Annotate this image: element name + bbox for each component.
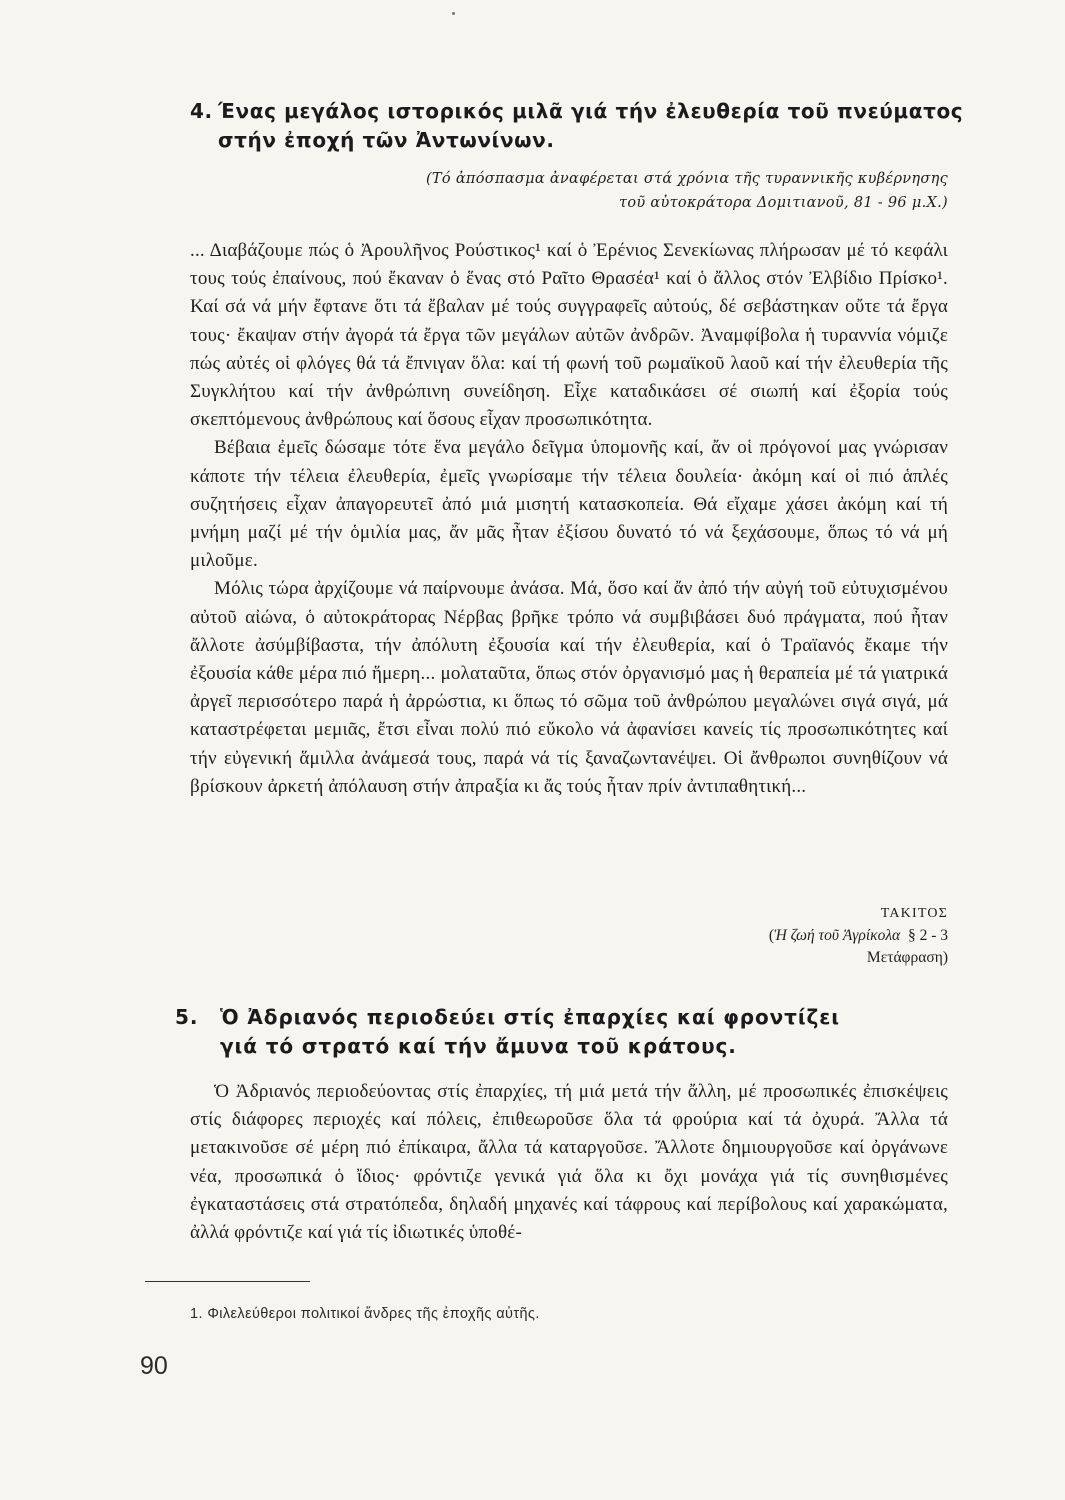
section-4-heading <box>190 97 963 155</box>
source-open-paren: ( <box>768 927 775 944</box>
section-5-heading-line1: Ὁ Ἀδριανός περιοδεύει στίς ἐπαρχίες καί φροντίζει <box>220 1005 840 1029</box>
author-name: ΤΑΚΙΤΟΣ <box>880 906 948 921</box>
section-4-paragraph-2: Βέβαια ἐμεῖς δώσαμε τότε ἕνα μεγάλο δεῖγμα ὑπομονῆς καί, ἄν οἱ πρόγονοί μας γνώρισαν κάποτε τήν τέλεια ἐλευθερία, ἐμεῖς γνωρίσαμε τήν τέλεια δουλεία· ἀκόμη καί οἱ πιό ἁπλές συζητήσεις εἶχαν ἀπαγορευτεῖ ἀπό μιά μισητή κατασκοπεία. Θά εἴχαμε χάσει ἀκόμη καί τή μνήμη μαζί μέ τήν ὁμιλία μας, ἄν μᾶς ἦταν ἐξίσου δυνατό τό νά ξεχάσουμε, ὅπως τό νά μή μιλοῦμε. <box>190 437 948 572</box>
source-citation <box>769 925 948 947</box>
source-translation-note: Μετάφραση) <box>866 949 948 966</box>
section-4-paragraph-3: Μόλις τώρα ἀρχίζουμε νά παίρνουμε ἀνάσα. Μά, ὅσο καί ἄν ἀπό τήν αὐγή τοῦ εὐτυχισμένου αὐτοῦ αἰώνα, ὁ αὐτοκράτορας Νέρβας βρῆκε τρόπο νά συμβιβάσει δυό πράγματα, πού ἦταν ἄλλοτε ἀσύμβίβαστα, τήν ἀπόλυτη ἐξουσία καί τήν ἐλευθερία, καί ὁ Τραϊανός ἔκαμε τήν ἐξουσία κάθε μέρα πιό ἥμερη... μολαταῦτα, ὅπως στόν ὀργανισμό μας ἡ θεραπεία μέ τά γιατρικά ἀργεῖ περισσότερο παρά ἡ ἀρρώστια, κι ὅπως τό σῶμα τοῦ ἀνθρώπου μεγαλώνει σιγά σιγά, μά καταστρέφεται μεμιᾶς, ἔτσι εἶναι πολύ πιό εὔκολο νά ἀφανίσει κανείς τίς προσωπικότητες καί τήν εὐγενική ἅμιλλα ἀνάμεσά τους, παρά νά τίς ξαναζωντανέψει. Οἱ ἄνθρωποι συνηθίζουν νά βρίσκουν ἀρκετή ἀπόλαυση στήν ἀπραξία κι ἄς τούς ἦταν πρίν ἀντιπαθητική... <box>190 578 948 797</box>
section-5-paragraph: Ὁ Ἀδριανός περιοδεύοντας στίς ἐπαρχίες, τή μιά μετά τήν ἄλλη, μέ προσωπικές ἐπισκέψεις στίς διάφορες περιοχές καί πόλεις, ἐπιθεωροῦσε ὅλα τά φρούρια καί τά ὀχυρά. Ἄλλα τά μετακινοῦσε σέ μέρη πιό ἐπίκαιρα, ἄλλα τά καταργοῦσε. Ἄλλοτε δημιουργοῦσε καί ὀργάνωνε νέα, προσωπικά ὁ ἴδιος· φρόντιζε γενικά γιά ὅλα κι ὄχι μονάχα γιά τίς συνηθισμένες ἐγκαταστάσεις στά στρατόπεδα, δηλαδή μηχανές καί τάφρους καί περίβολους καί χαρακώματα, ἀλλά φρόντιζε καί γιά τίς ἰδιωτικές ὑποθέ- <box>190 1081 948 1244</box>
source-reference: § 2 - 3 <box>907 927 948 944</box>
footnote: 1. Φιλελεύθεροι πολιτικοί ἄνδρες τῆς ἐποχῆς αὐτῆς. <box>190 1306 540 1322</box>
footnote-divider <box>145 1281 310 1282</box>
section-5-heading <box>175 1003 840 1061</box>
section-4-note-line1: (Τό ἀπόσπασμα ἀναφέρεται στά χρόνια τῆς τυραννικῆς κυβέρνησης <box>425 171 948 187</box>
section-4-context-note <box>426 167 948 215</box>
section-4-body <box>190 237 948 801</box>
section-5-heading-line2: γιά τό στρατό καί τήν ἄμυνα τοῦ κράτους. <box>220 1034 737 1058</box>
section-4-attribution <box>769 903 948 969</box>
section-4-heading-line1: Ένας μεγάλος ιστορικός μιλᾶ γιά τήν ἐλευθερία τοῦ πνεύματος <box>218 99 964 123</box>
page-number: 90 <box>140 1352 168 1380</box>
section-4-heading-line2: στήν ἐποχή τῶν Ἀντωνίνων. <box>218 128 555 152</box>
section-4-number: 4. <box>190 99 213 123</box>
section-4-note-line2: τοῦ αὐτοκράτορα Δομιτιανοῦ, 81 - 96 μ.Χ.) <box>619 195 948 211</box>
source-title: Ἡ ζωή τοῦ Ἀγρίκολα <box>774 927 901 944</box>
section-5-number: 5. <box>175 1005 199 1029</box>
section-4-paragraph-1: ... Διαβάζουμε πώς ὁ Ἀρουλῆνος Ρούστικος¹ καί ὁ Ἐρένιος Σενεκίωνας πλήρωσαν μέ τό κεφάλι τους τούς ἐπαίνους, πού ἔκαναν ὁ ἕνας στό Ραῖτο Θρασέα¹ καί ὁ ἄλλος στόν Ἐλβίδιο Πρίσκο¹. Καί σά νά μήν ἔφτανε ὅτι τά ἔβαλαν μέ τούς συγγραφεῖς αὐτούς, δέ σεβάστηκαν οὔτε τά ἔργα τους· ἔκαψαν στήν ἀγορά τά ἔργα τῶν μεγάλων αὐτῶν ἀνδρῶν. Ἀναμφίβολα ἡ τυραννία νόμιζε πώς αὐτές οἱ φλόγες θά τά ἔπνιγαν ὅλα: καί τή φωνή τοῦ ρωμαϊκοῦ λαοῦ καί τήν ἐλευθερία τῆς Συγκλήτου καί τήν ἀνθρώπινη συνείδηση. Εἶχε καταδικάσει σέ σιωπή καί ἐξορία τούς σκεπτόμενους ἀνθρώπους καί ὅσους εἶχαν προσωπικότητα. <box>190 240 948 431</box>
section-5-body <box>190 1078 948 1247</box>
print-speck <box>452 12 455 15</box>
